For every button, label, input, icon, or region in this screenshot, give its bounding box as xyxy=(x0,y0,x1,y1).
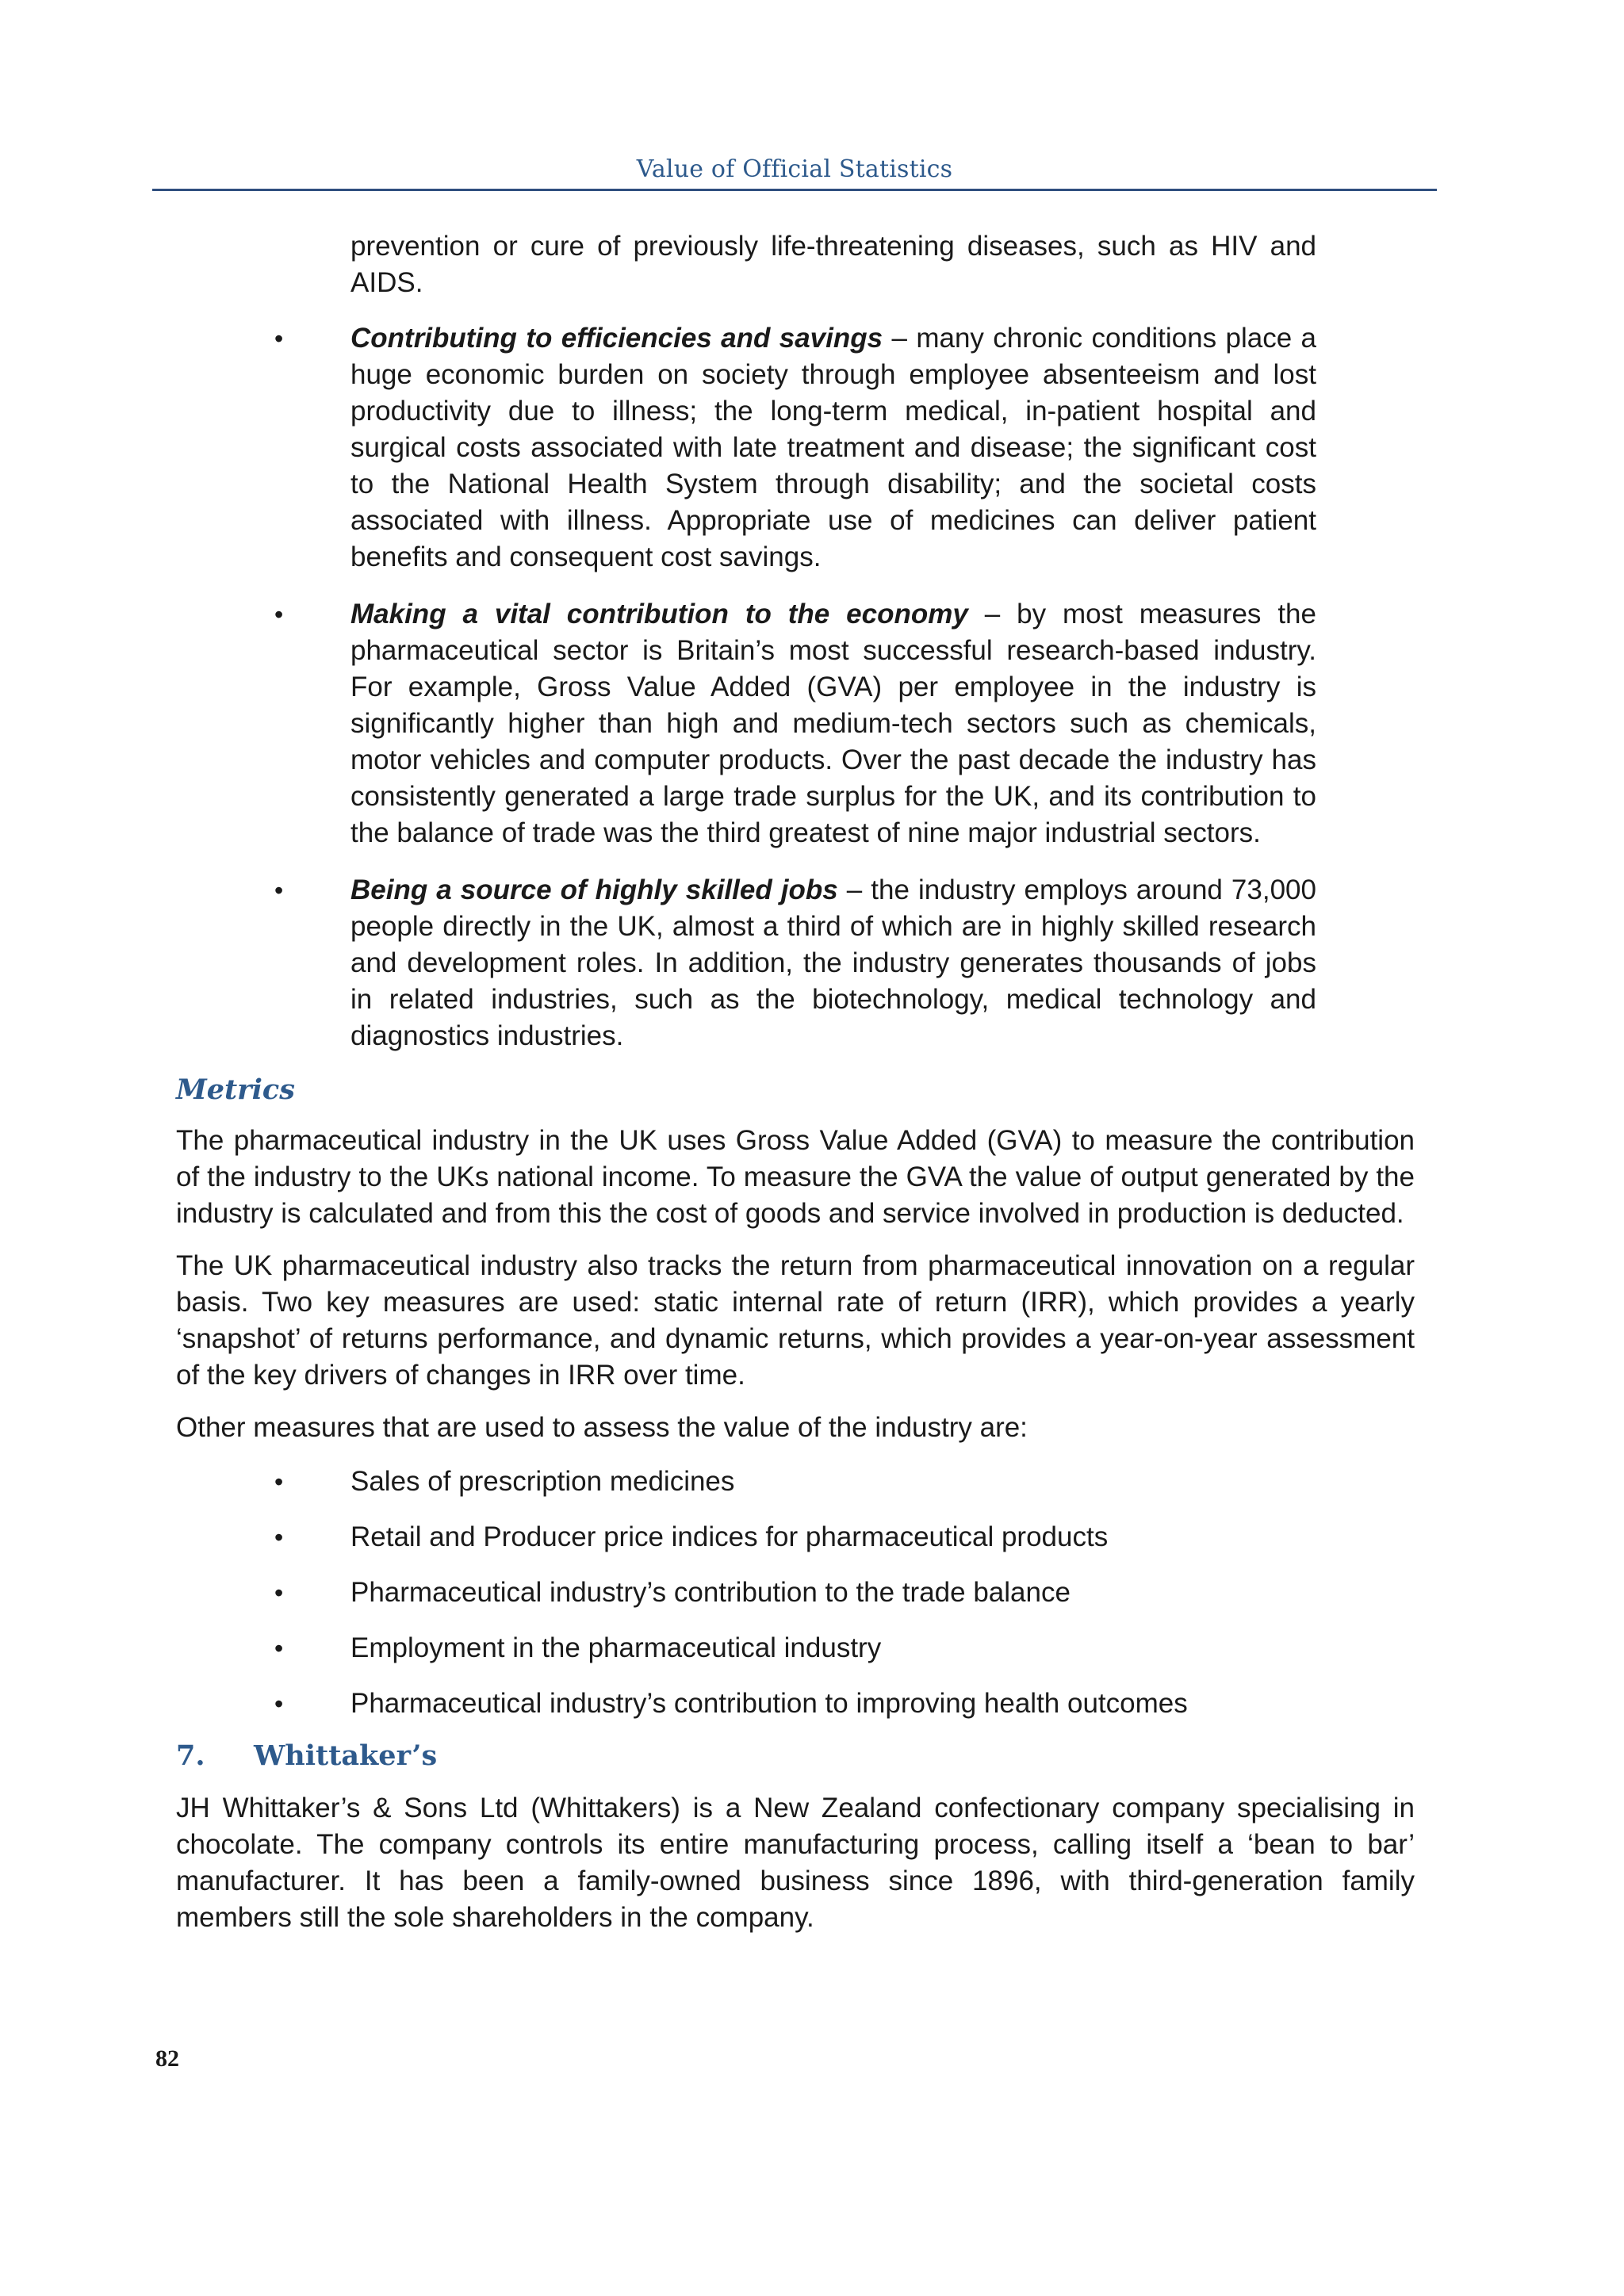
bullet-term: Contributing to efficiencies and savings xyxy=(350,323,883,354)
metrics-paragraph-3: Other measures that are used to assess the value of the industry are: xyxy=(176,1412,1028,1443)
list-item xyxy=(274,872,1316,1054)
measure-text: Employment in the pharmaceutical industry xyxy=(350,1632,882,1663)
bullet-text: – by most measures the pharmaceutical sector is Britain’s most successful research-based industry. For example, Gross Value Added (GVA) per employee in the industry is significantly higher than high and medium-tech sectors such as chemicals, motor vehicles and computer products. Over the past decade the industry has consistently generated a large trade surplus for the UK, and its contribution to the balance of trade was the third greatest of nine major industrial sectors. xyxy=(350,599,1316,848)
bullet-icon: • xyxy=(274,1578,284,1607)
list-item xyxy=(274,320,1317,576)
bullet-icon: • xyxy=(274,1523,284,1552)
section-number: 7. xyxy=(176,1739,205,1772)
measure-text: Sales of prescription medicines xyxy=(350,1466,735,1497)
benefits-list-3 xyxy=(274,872,1316,1054)
benefits-list xyxy=(274,320,1317,576)
measure-text: Pharmaceutical industry’s contribution to the trade balance xyxy=(350,1577,1071,1608)
metrics-paragraph-2: The UK pharmaceutical industry also tracks the return from pharmaceutical innovation on a regular basis. Two key measures are used: static internal rate of return (IRR), which provides a yearly ‘snapshot’ of returns performance, and dynamic returns, which provides a year-on-year assessment of the key drivers of changes in IRR over time. xyxy=(176,1250,1415,1391)
metrics-paragraph-1: The pharmaceutical industry in the UK uses Gross Value Added (GVA) to measure the contribution of the industry to the UKs national income. To measure the GVA the value of output generated by the industry is calculated and from this the cost of goods and service involved in production is deducted. xyxy=(176,1125,1415,1229)
page-number: 82 xyxy=(155,2045,179,2072)
benefits-list-2 xyxy=(274,596,1316,851)
bullet-icon: • xyxy=(274,324,284,353)
list-item xyxy=(274,1575,1381,1630)
continuation-paragraph: prevention or cure of previously life-threatening diseases, such as HIV and AIDS. xyxy=(350,231,1316,298)
whittaker-paragraph: JH Whittaker’s & Sons Ltd (Whittakers) is a New Zealand confectionary company specialising in chocolate. The company controls its entire manufacturing process, calling itself a ‘bean to bar’ manufacturer. It has been a family-owned business since 1896, with third-generation family members still the sole shareholders in the company. xyxy=(176,1793,1415,1933)
bullet-icon: • xyxy=(274,600,284,629)
section-title: Whittaker’s xyxy=(254,1739,438,1772)
header-rule xyxy=(152,189,1437,191)
list-item xyxy=(274,596,1316,851)
bullet-term: Making a vital contribution to the economy xyxy=(350,599,968,629)
running-header: Value of Official Statistics xyxy=(636,155,953,183)
measures-list xyxy=(274,1464,1381,1741)
bullet-icon: • xyxy=(274,1468,284,1496)
metrics-heading: Metrics xyxy=(176,1073,295,1106)
measure-text: Retail and Producer price indices for pharmaceutical products xyxy=(350,1521,1109,1552)
list-item xyxy=(274,1464,1381,1519)
bullet-text: – many chronic conditions place a huge economic burden on society through employee absenteeism and lost productivity due to illness; the long-term medical, in-patient hospital and surgical costs associated with late treatment and disease; the significant cost to the National Health System through disability; and the societal costs associated with illness. Appropriate use of medicines can deliver patient benefits and consequent cost savings. xyxy=(350,323,1317,572)
whittaker-heading xyxy=(176,1739,437,1772)
list-item xyxy=(274,1519,1381,1575)
bullet-term: Being a source of highly skilled jobs xyxy=(350,874,838,905)
list-item xyxy=(274,1686,1381,1741)
list-item xyxy=(274,1630,1381,1686)
bullet-icon: • xyxy=(274,876,284,905)
bullet-icon: • xyxy=(274,1634,284,1663)
bullet-text: – the industry employs around 73,000 people directly in the UK, almost a third of which are in highly skilled research and development roles. In addition, the industry generates thousands of jobs in related industries, such as the biotechnology, medical technology and diagnostics industries. xyxy=(350,874,1316,1051)
bullet-icon: • xyxy=(274,1689,284,1718)
measure-text: Pharmaceutical industry’s contribution to improving health outcomes xyxy=(350,1688,1188,1719)
